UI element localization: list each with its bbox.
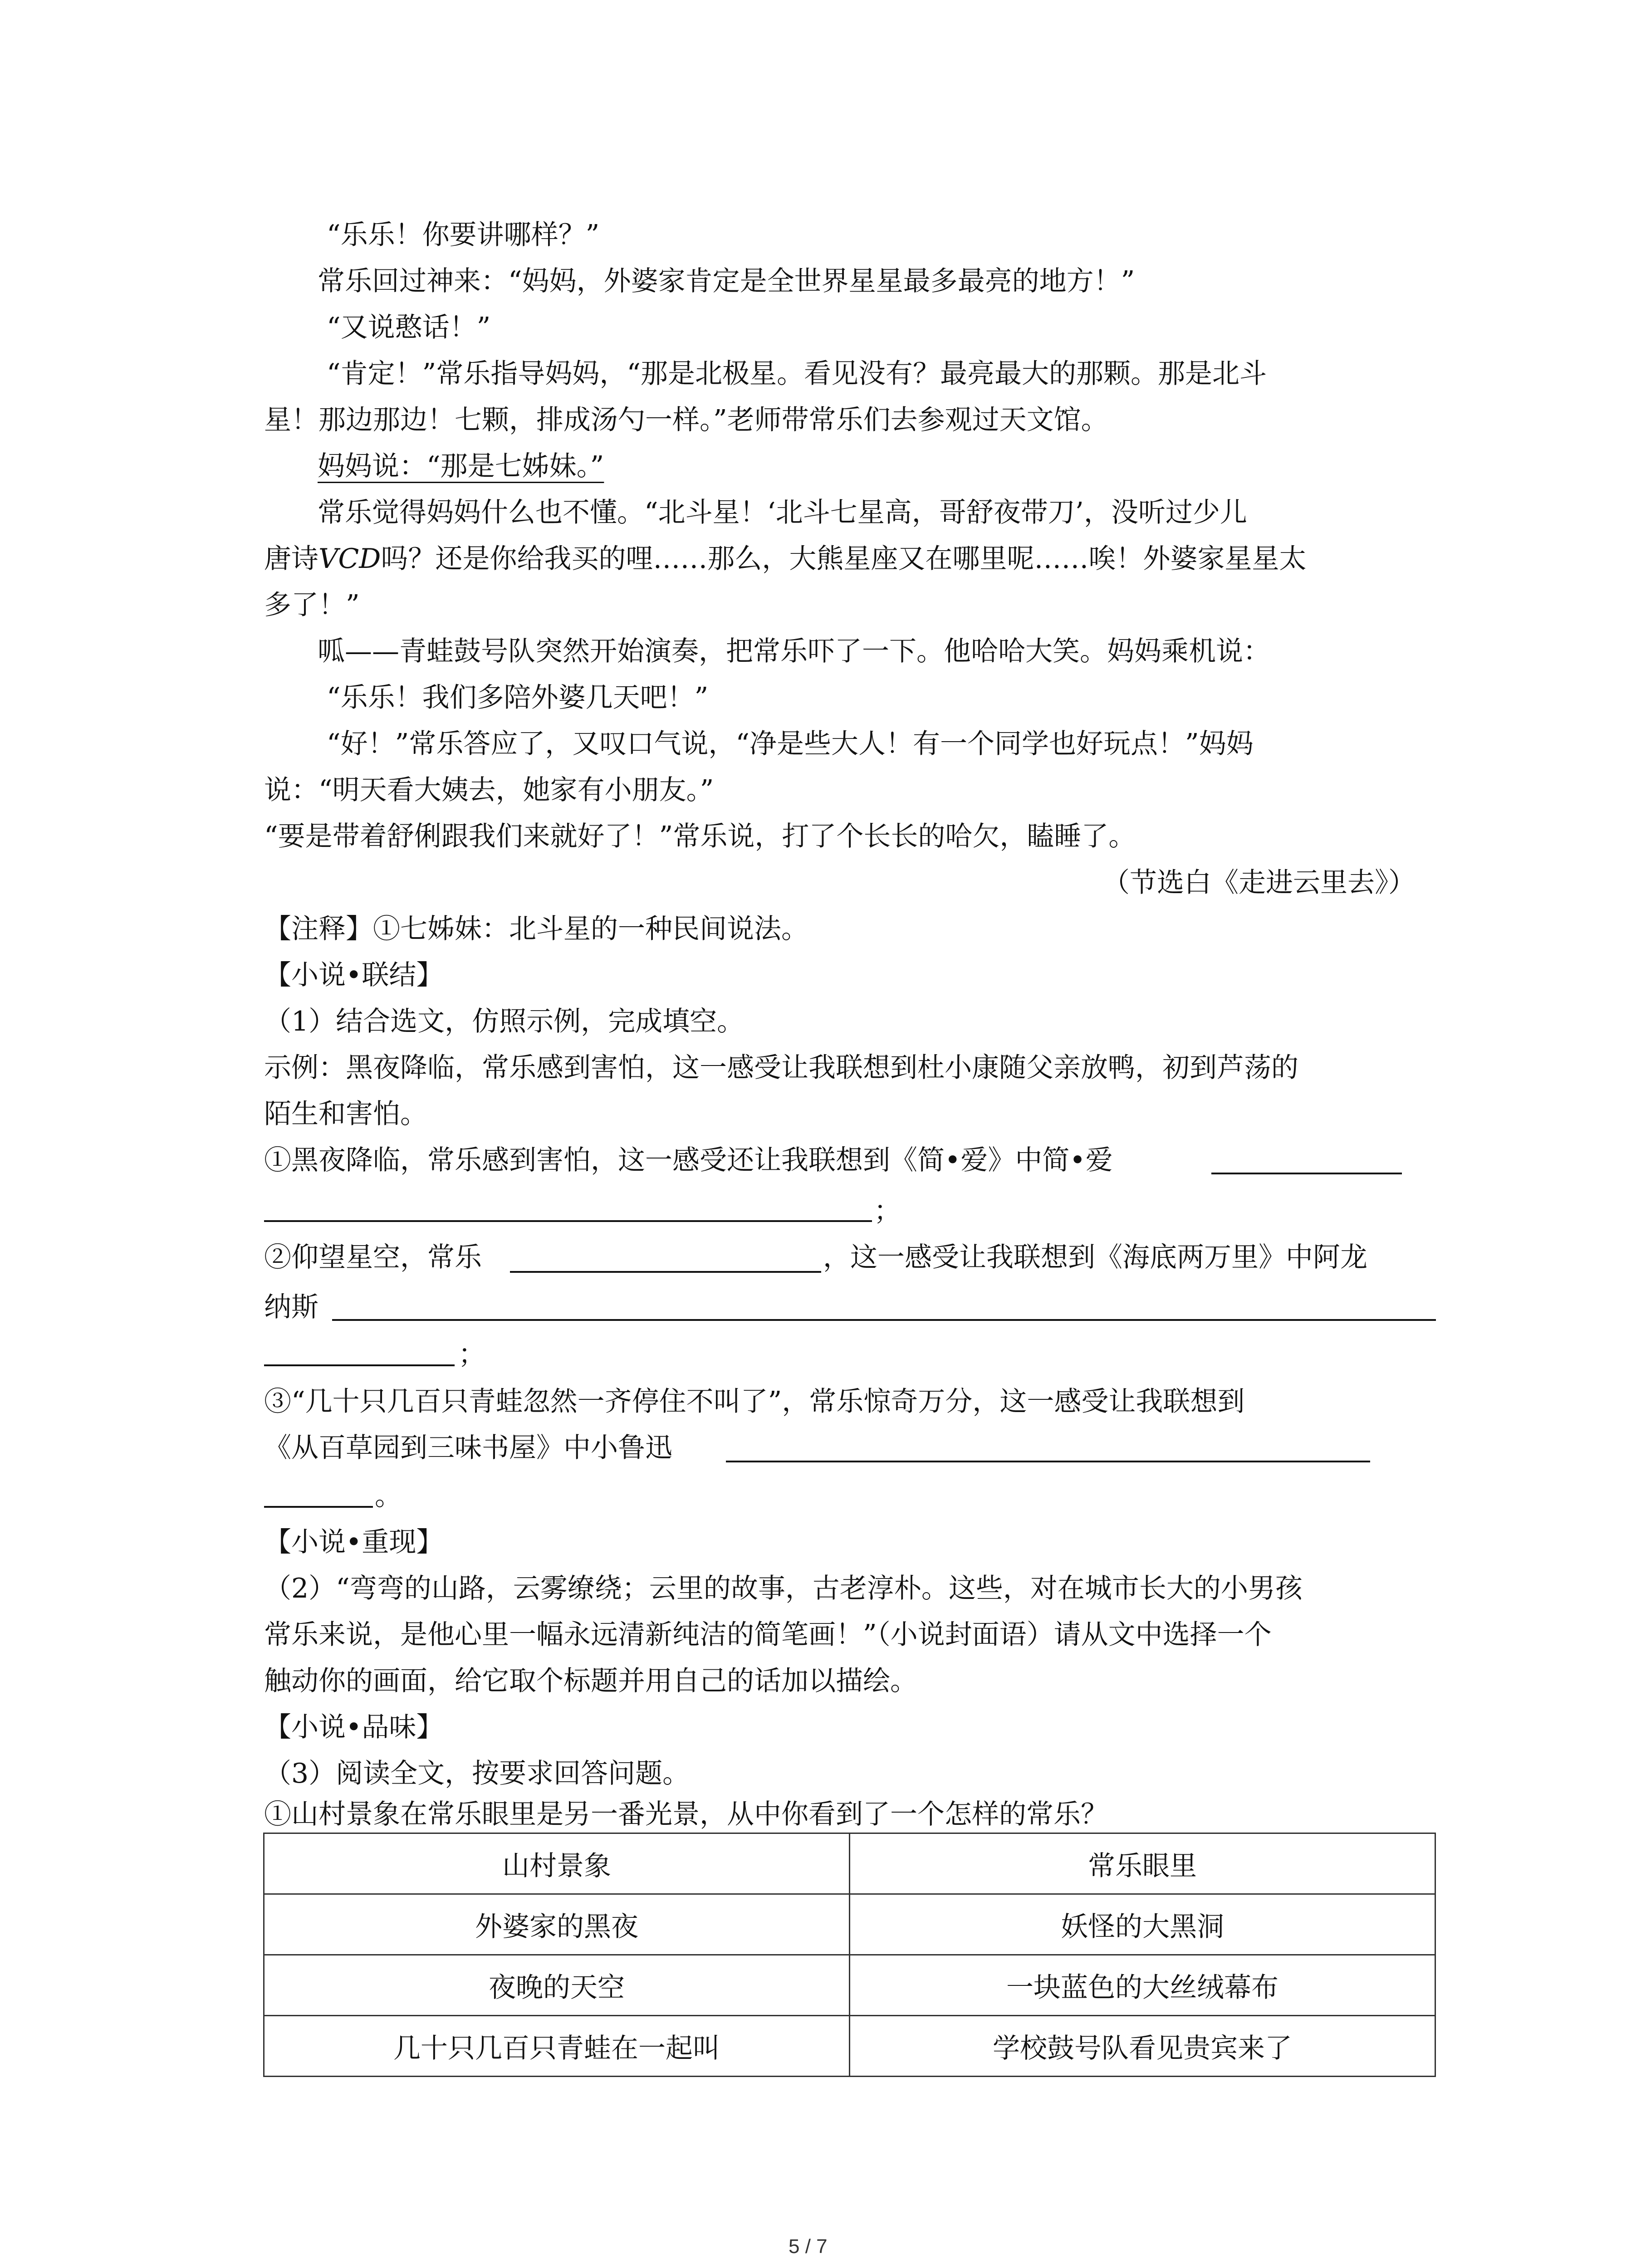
story-paragraph: “要是带着舒俐跟我们来就好了！”常乐说，打了个长长的哈欠，瞌睡了。	[264, 821, 1136, 852]
story-paragraph-continued: 说：“明天看大姨去，她家有小朋友。”	[264, 774, 714, 806]
table-cell: 学校鼓号队看见贵宾来了	[850, 2016, 1435, 2077]
answer-blank-1a[interactable]	[1211, 1173, 1402, 1174]
punctuation: 。	[375, 1480, 402, 1512]
story-paragraph: “好！”常乐答应了，又叹口气说，“净是些大人！有一个同学也好玩点！”妈妈	[327, 728, 1254, 760]
fill-item-1: ①黑夜降临，常乐感到害怕，这一感受还让我联想到《简•爱》中简•爱	[264, 1144, 1113, 1176]
table-header-row	[264, 1833, 1435, 1894]
story-paragraph: “乐乐！我们多陪外婆几天吧！”	[327, 682, 709, 714]
question-3: （3）阅读全文，按要求回答问题。	[264, 1758, 690, 1789]
story-text: 吗？还是你给我买的哩……那么，大熊星座又在哪里呢……唉！外婆家星星太	[381, 543, 1307, 575]
story-paragraph-underlined: 妈妈说：“那是七姊妹。”	[318, 450, 604, 482]
table-cell: 几十只几百只青蛙在一起叫	[264, 2016, 850, 2077]
question-2-continued: 常乐来说，是他心里一幅永远清新纯洁的简笔画！”（小说封面语）请从文中选择一个	[264, 1619, 1272, 1651]
story-paragraph: “肯定！”常乐指导妈妈，“那是北极星。看见没有？最亮最大的那颗。那是北斗	[327, 358, 1267, 390]
section-heading: 【小说•联结】	[264, 959, 444, 991]
punctuation: ；	[458, 1339, 485, 1370]
story-paragraph: “又说憨话！”	[327, 312, 491, 343]
annotation-note: 【注释】①七姊妹：北斗星的一种民间说法。	[264, 913, 808, 945]
section-heading: 【小说•品味】	[264, 1711, 444, 1743]
fill-item-2: ②仰望星空，常乐	[264, 1242, 482, 1273]
story-paragraph: 呱——青蛙鼓号队突然开始演奏，把常乐吓了一下。他哈哈大笑。妈妈乘机说：	[318, 635, 1270, 667]
story-text-vcd: VCD	[318, 543, 381, 575]
fill-item-2-line2: 纳斯	[264, 1291, 318, 1323]
page-number: 5 / 7	[789, 2235, 828, 2258]
story-paragraph-continued	[264, 543, 1307, 575]
answer-blank-2a[interactable]	[510, 1271, 821, 1273]
table-cell: 妖怪的大黑洞	[850, 1894, 1435, 1955]
answer-blank-2c[interactable]	[264, 1364, 455, 1366]
section-heading: 【小说•重现】	[264, 1526, 444, 1558]
question-2: （2）“弯弯的山路，云雾缭绕；云里的故事，古老淳朴。这些，对在城市长大的小男孩	[264, 1573, 1303, 1604]
scene-comparison-table	[263, 1833, 1436, 2077]
table-cell: 外婆家的黑夜	[264, 1894, 850, 1955]
story-paragraph-continued: 多了！”	[264, 589, 360, 621]
fill-item-3: ③“几十只几百只青蛙忽然一齐停住不叫了”，常乐惊奇万分，这一感受让我联想到	[264, 1386, 1245, 1418]
answer-blank-2b[interactable]	[332, 1319, 1436, 1321]
table-row	[264, 1894, 1435, 1955]
fill-item-3-line2: 《从百草园到三味书屋》中小鲁迅	[264, 1432, 672, 1464]
table-row	[264, 1955, 1435, 2016]
question-3-item-1: ①山村景象在常乐眼里是另一番光景，从中你看到了一个怎样的常乐？	[264, 1799, 1108, 1830]
table-cell: 夜晚的天空	[264, 1955, 850, 2016]
answer-blank-3a[interactable]	[726, 1461, 1370, 1462]
fill-item-2-continued: ，这一感受让我联想到《海底两万里》中阿龙	[823, 1242, 1367, 1273]
table-header-cell: 常乐眼里	[850, 1833, 1435, 1894]
story-paragraph: “乐乐！你要讲哪样？”	[327, 219, 600, 251]
table-row	[264, 2016, 1435, 2077]
answer-blank-3b[interactable]	[264, 1506, 373, 1508]
source-citation: （节选白《走进云里去》）	[1102, 867, 1416, 899]
story-paragraph: 常乐觉得妈妈什么也不懂。“北斗星！‘北斗七星高，哥舒夜带刀’，没听过少儿	[318, 497, 1247, 528]
punctuation: ；	[874, 1195, 901, 1227]
story-text: 唐诗	[264, 543, 318, 575]
story-paragraph: 常乐回过神来：“妈妈，外婆家肯定是全世界星星最多最亮的地方！”	[318, 265, 1135, 297]
answer-blank-1b[interactable]	[264, 1220, 872, 1222]
example-text: 示例：黑夜降临，常乐感到害怕，这一感受让我联想到杜小康随父亲放鸭，初到芦荡的	[264, 1052, 1298, 1084]
example-text-continued: 陌生和害怕。	[264, 1098, 427, 1130]
question-1: （1）结合选文，仿照示例，完成填空。	[264, 1006, 745, 1037]
table-cell: 一块蓝色的大丝绒幕布	[850, 1955, 1435, 2016]
question-2-continued: 触动你的画面，给它取个标题并用自己的话加以描绘。	[264, 1665, 917, 1697]
story-paragraph-continued: 星！那边那边！七颗，排成汤勺一样。”老师带常乐们去参观过天文馆。	[264, 404, 1108, 436]
table-header-cell: 山村景象	[264, 1833, 850, 1894]
